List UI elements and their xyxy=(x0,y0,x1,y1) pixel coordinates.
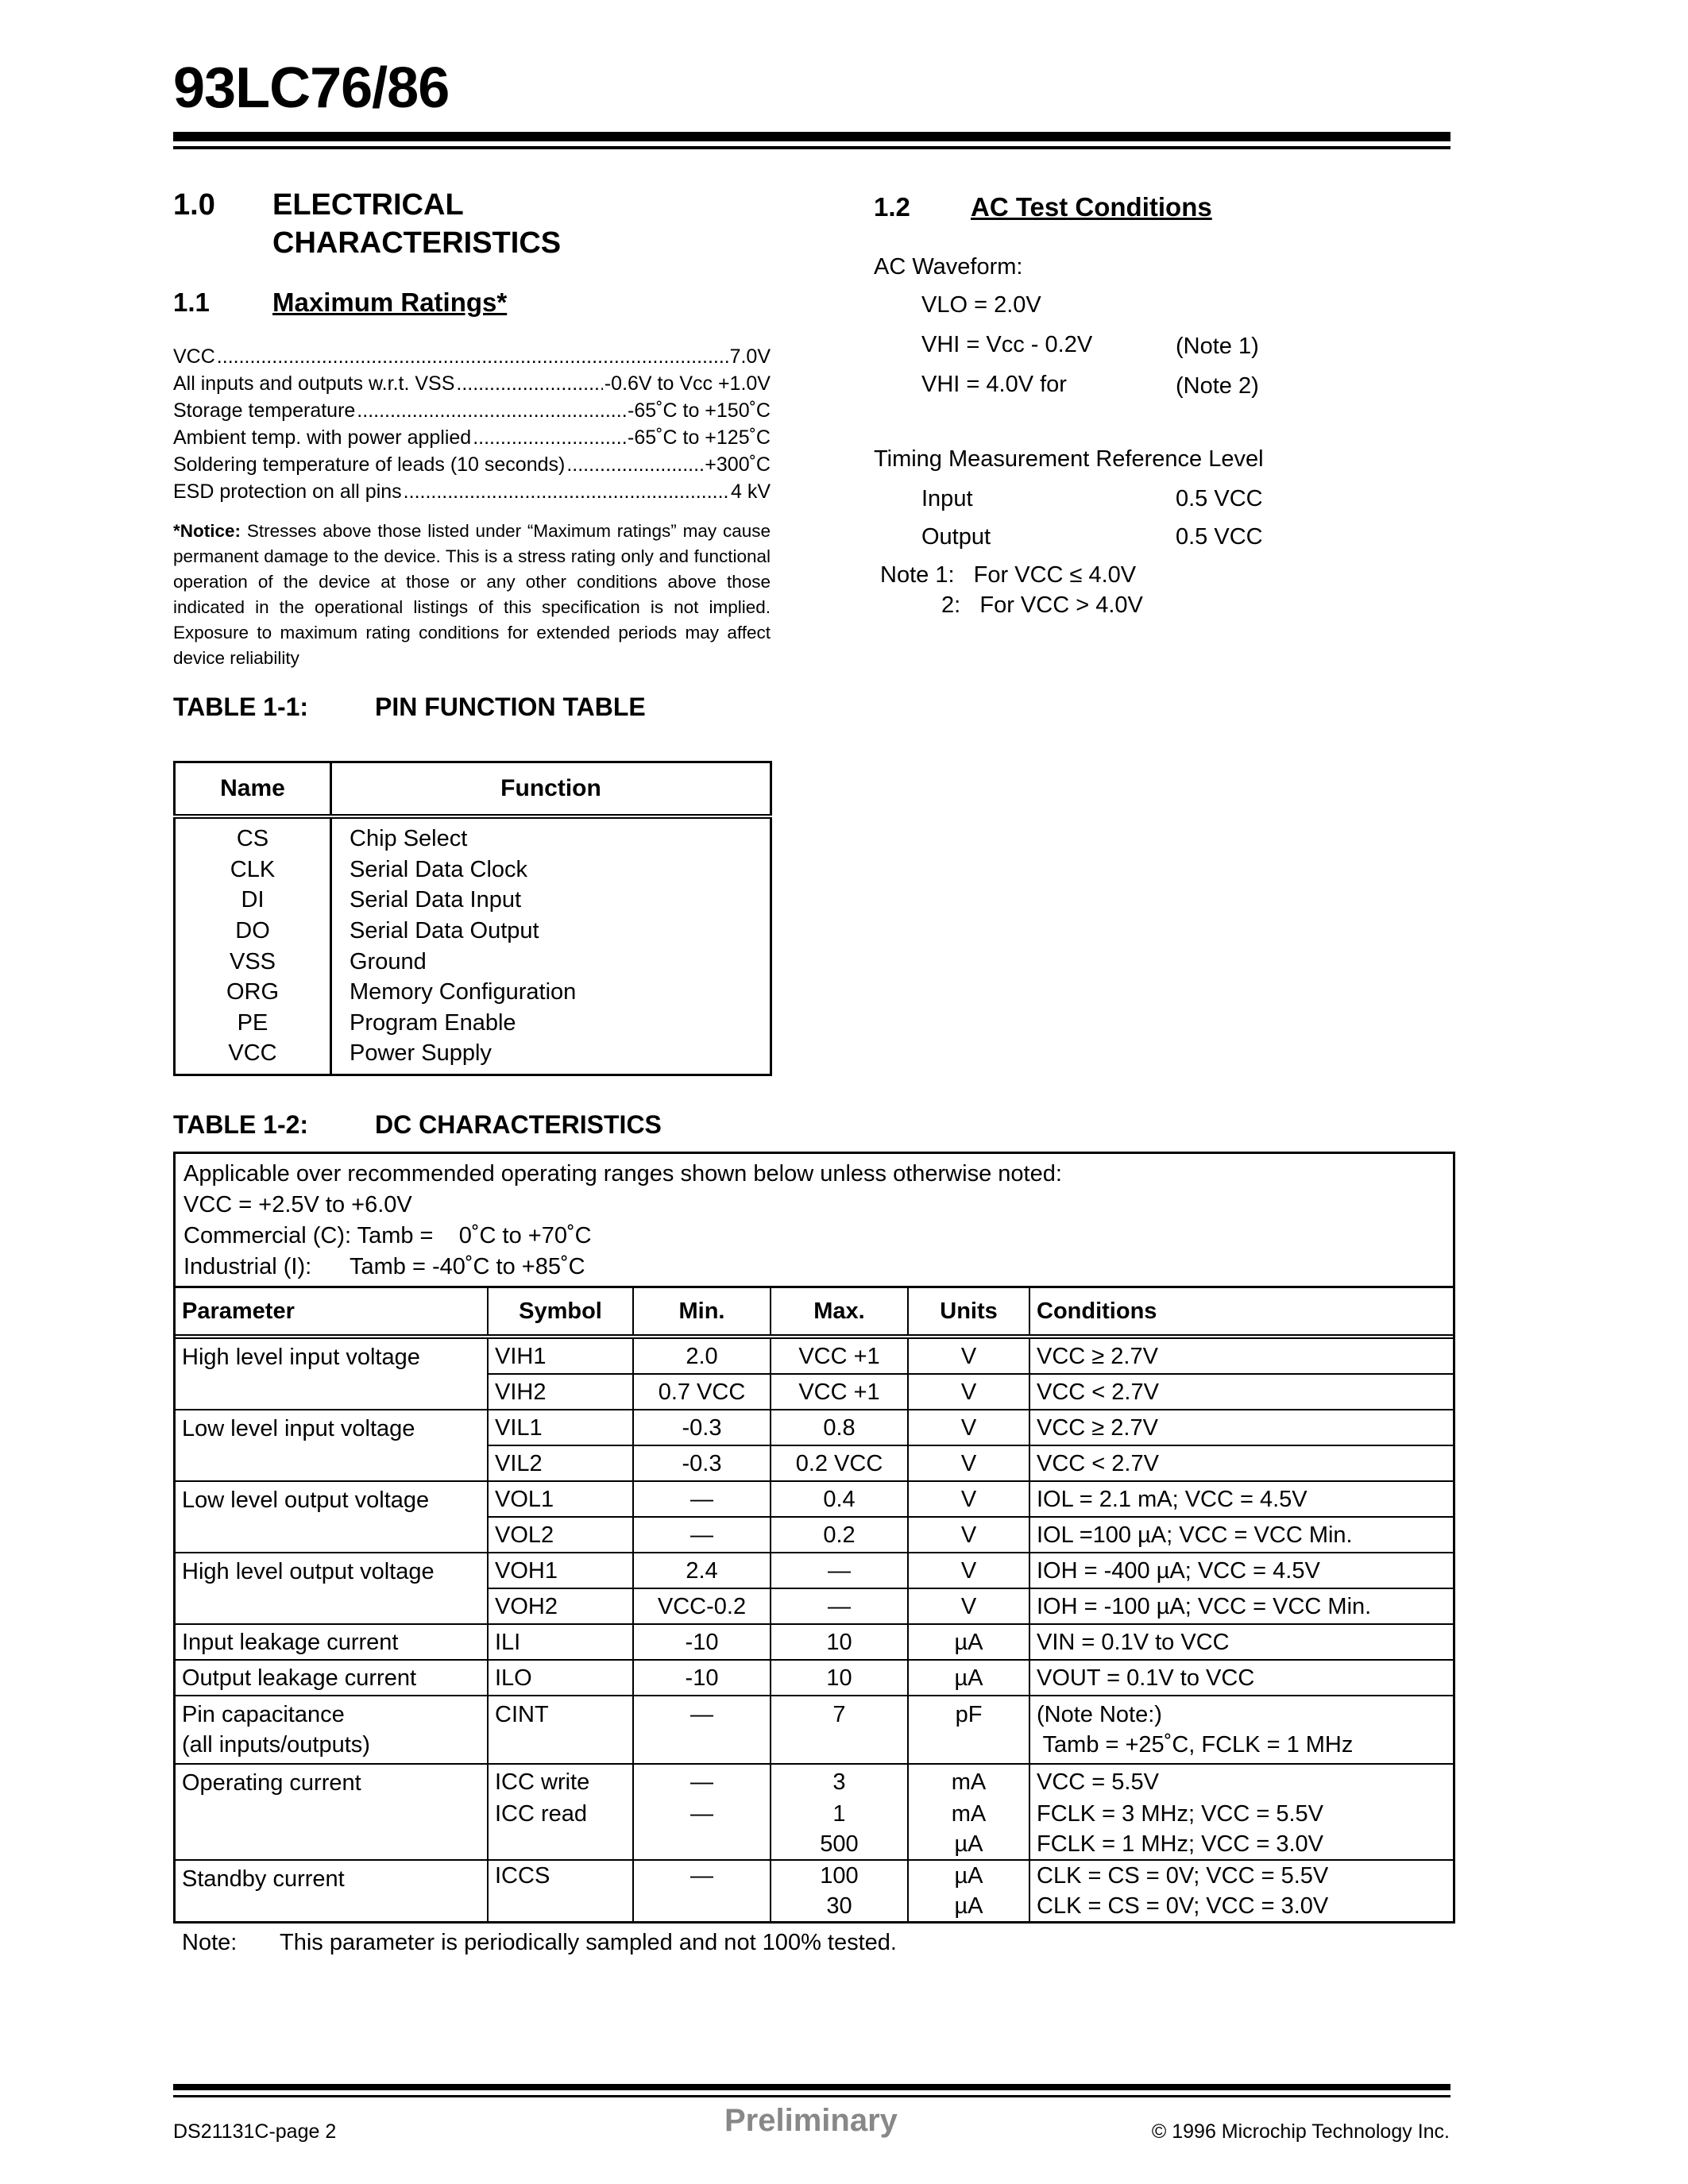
table-row xyxy=(175,977,771,1008)
conditions-cell: VCC = 5.5V xyxy=(1037,1769,1159,1795)
section-1-1-number: 1.1 xyxy=(173,287,210,317)
max-cell: 10 xyxy=(771,1624,908,1660)
header-rule-thin xyxy=(173,146,1450,149)
table-1-1-label: TABLE 1-1: xyxy=(173,693,309,721)
timing-label: Timing Measurement Reference Level xyxy=(874,446,1264,472)
symbol-cell: VIH2 xyxy=(488,1374,633,1410)
min-cell: -0.3 xyxy=(633,1410,771,1445)
leader-dots xyxy=(404,478,729,505)
units-cell xyxy=(908,1860,1029,1921)
rating-label: ESD protection on all pins xyxy=(173,480,402,503)
notice-paragraph xyxy=(173,519,771,671)
min-cell: — xyxy=(633,1696,771,1764)
pin-name: CLK xyxy=(175,855,331,886)
units-cell xyxy=(908,1799,1029,1860)
rating-label: Soldering temperature of leads (10 seconds) xyxy=(173,453,566,476)
max-line: 30 xyxy=(826,1893,852,1919)
section-1-title xyxy=(272,186,561,262)
dc-characteristics-table xyxy=(173,1152,1455,1924)
notice-text: Stresses above those listed under “Maximum ratings” may cause permanent damage to the device. This is a stress rating only and functional operation of the device at those or any other conditions above those indicated in the operational listings of this specification is not implied. Exposure to maximum rating conditions for extended periods may affect device reliability xyxy=(173,521,771,668)
units-cell: µA xyxy=(908,1624,1029,1660)
section-1-2-title-text: AC Test Conditions xyxy=(971,192,1212,222)
max-cell xyxy=(771,1860,908,1921)
input-label: Input xyxy=(921,486,973,511)
dc-table-body xyxy=(176,1288,1453,1921)
footer-page-number: DS21131C-page 2 xyxy=(173,2120,337,2143)
parameter-cell: Standby current xyxy=(176,1860,488,1921)
parameter-cell: Input leakage current xyxy=(176,1624,488,1660)
section-1-2-title xyxy=(971,192,1212,222)
section-1-1-title-text: Maximum Ratings* xyxy=(272,287,508,317)
max-line: 100 xyxy=(820,1863,859,1889)
rating-value: -65˚C to +125˚C xyxy=(628,426,771,449)
table-row xyxy=(175,946,771,977)
rating-value: +300˚C xyxy=(705,453,771,476)
table-row xyxy=(176,1337,1453,1374)
symbol-cell: ICC write xyxy=(488,1764,633,1799)
pin-name: VSS xyxy=(175,946,331,977)
condition-line: Industrial (I): Tamb = -40˚C to +85˚C xyxy=(183,1254,585,1279)
header-rule-thick xyxy=(173,132,1450,141)
symbol-cell: ILI xyxy=(488,1624,633,1660)
pin-function-table xyxy=(173,761,772,1076)
pin-function: Program Enable xyxy=(350,1009,516,1036)
min-cell: — xyxy=(633,1481,771,1517)
symbol-cell: VIH1 xyxy=(488,1337,633,1374)
table-header-row xyxy=(176,1288,1453,1337)
pin-name: ORG xyxy=(175,977,331,1008)
footer-rule-thin xyxy=(173,2095,1450,2097)
rating-row-soldering xyxy=(173,451,771,478)
table-1-1-title: PIN FUNCTION TABLE xyxy=(375,693,646,721)
pin-name: PE xyxy=(175,1008,331,1039)
conditions-line: CLK = CS = 0V; VCC = 5.5V xyxy=(1037,1863,1329,1889)
table-row xyxy=(176,1410,1453,1445)
condition-line: VCC = +2.5V to +6.0V xyxy=(183,1192,412,1217)
symbol-cell: ICCS xyxy=(488,1860,633,1921)
conditions-cell: VCC ≥ 2.7V xyxy=(1029,1410,1453,1445)
conditions-cell xyxy=(1029,1860,1453,1921)
min-cell: -10 xyxy=(633,1624,771,1660)
max-cell: 0.2 VCC xyxy=(771,1445,908,1481)
max-line: 1 xyxy=(832,1801,846,1827)
rating-value: -65˚C to +150˚C xyxy=(628,399,771,422)
table-note-label: Note: xyxy=(182,1930,238,1955)
footer-status: Preliminary xyxy=(724,2103,898,2138)
table-row xyxy=(176,1696,1453,1764)
min-cell: VCC-0.2 xyxy=(633,1588,771,1624)
rating-label: All inputs and outputs w.r.t. VSS xyxy=(173,372,455,395)
vhi1-note: (Note 1) xyxy=(1176,334,1259,359)
pin-name: CS xyxy=(175,816,331,855)
max-cell: 10 xyxy=(771,1660,908,1696)
units-cell: mA xyxy=(908,1764,1029,1799)
table-row xyxy=(176,1860,1453,1921)
symbol-cell: VOH1 xyxy=(488,1553,633,1588)
parameter-line: Pin capacitance xyxy=(182,1702,345,1727)
rating-value: -0.6V to Vcc +1.0V xyxy=(604,372,771,395)
units-cell: µA xyxy=(908,1660,1029,1696)
section-1-title-line1: ELECTRICAL xyxy=(272,188,464,222)
vhi2-note: (Note 2) xyxy=(1176,373,1259,399)
conditions-line: (Note Note:) xyxy=(1037,1702,1162,1727)
section-1-number: 1.0 xyxy=(173,188,215,222)
min-cell: — xyxy=(633,1764,771,1799)
max-cell: 0.8 xyxy=(771,1410,908,1445)
output-value: 0.5 VCC xyxy=(1176,524,1263,550)
min-cell: -0.3 xyxy=(633,1445,771,1481)
parameter-cell: Low level output voltage xyxy=(176,1481,488,1553)
rating-row-inputs xyxy=(173,370,771,397)
column-header-max: Max. xyxy=(771,1288,908,1337)
rating-row-vcc xyxy=(173,343,771,370)
units-cell: V xyxy=(908,1553,1029,1588)
units-line: mA xyxy=(951,1801,987,1827)
conditions-line: FCLK = 3 MHz; VCC = 5.5V xyxy=(1037,1801,1324,1827)
table-note-text: This parameter is periodically sampled and not 100% tested. xyxy=(280,1930,897,1955)
table-row xyxy=(175,885,771,916)
conditions-cell: IOL = 2.1 mA; VCC = 4.5V xyxy=(1029,1481,1453,1517)
units-cell: V xyxy=(908,1337,1029,1374)
notice-label: *Notice: xyxy=(173,521,241,541)
max-cell: 0.2 xyxy=(771,1517,908,1553)
units-cell: V xyxy=(908,1410,1029,1445)
column-header-name: Name xyxy=(175,762,331,817)
conditions-line: CLK = CS = 0V; VCC = 3.0V xyxy=(1037,1893,1329,1919)
section-1-2-number: 1.2 xyxy=(874,192,910,222)
pin-function: Memory Configuration xyxy=(350,979,577,1005)
max-cell: — xyxy=(771,1553,908,1588)
table-row xyxy=(176,1660,1453,1696)
column-header-min: Min. xyxy=(633,1288,771,1337)
conditions-cell xyxy=(1029,1696,1453,1764)
parameter-line: (all inputs/outputs) xyxy=(182,1732,370,1758)
rating-row-storage xyxy=(173,397,771,424)
leader-dots xyxy=(473,424,626,451)
ac-waveform-label: AC Waveform: xyxy=(874,254,1023,280)
max-cell: VCC +1 xyxy=(771,1337,908,1374)
vlo-line: VLO = 2.0V xyxy=(921,292,1041,318)
units-line: µA xyxy=(954,1831,983,1857)
conditions-cell: IOH = -400 µA; VCC = 4.5V xyxy=(1029,1553,1453,1588)
vhi1-line: VHI = Vcc - 0.2V xyxy=(921,332,1093,357)
rating-value: 4 kV xyxy=(730,480,771,503)
min-cell: — xyxy=(633,1517,771,1553)
table-header-row xyxy=(175,762,771,817)
conditions-cell: VOUT = 0.1V to VCC xyxy=(1029,1660,1453,1696)
symbol-cell: VOL1 xyxy=(488,1481,633,1517)
units-line: µA xyxy=(954,1893,983,1919)
rating-label: Storage temperature xyxy=(173,399,356,422)
units-cell: V xyxy=(908,1445,1029,1481)
units-line: µA xyxy=(954,1863,983,1889)
table-row xyxy=(176,1553,1453,1588)
table-row xyxy=(176,1764,1453,1799)
rating-row-esd xyxy=(173,478,771,505)
max-cell: VCC +1 xyxy=(771,1374,908,1410)
input-value: 0.5 VCC xyxy=(1176,486,1263,511)
table-row xyxy=(176,1481,1453,1517)
rating-value: 7.0V xyxy=(729,345,771,368)
column-header-conditions: Conditions xyxy=(1029,1288,1453,1337)
parameter-cell xyxy=(176,1696,488,1764)
conditions-cell: VCC < 2.7V xyxy=(1029,1374,1453,1410)
units-cell: V xyxy=(908,1588,1029,1624)
conditions-line: FCLK = 1 MHz; VCC = 3.0V xyxy=(1037,1831,1324,1857)
table-row xyxy=(175,1008,771,1039)
min-cell: — xyxy=(633,1799,771,1860)
max-cell xyxy=(771,1799,908,1860)
footer-rule-thick xyxy=(173,2084,1450,2090)
rating-row-ambient xyxy=(173,424,771,451)
table-row xyxy=(175,1038,771,1075)
leader-dots xyxy=(566,451,703,478)
symbol-cell: VOL2 xyxy=(488,1517,633,1553)
symbol-cell: VIL2 xyxy=(488,1445,633,1481)
rating-label: Ambient temp. with power applied xyxy=(173,426,472,449)
vhi2-line: VHI = 4.0V for xyxy=(921,372,1067,397)
ac-note-2: 2: For VCC > 4.0V xyxy=(941,592,1143,618)
table-row xyxy=(175,855,771,886)
pin-function: Power Supply xyxy=(350,1040,492,1067)
symbol-cell: CINT xyxy=(488,1696,633,1764)
conditions-cell: VIN = 0.1V to VCC xyxy=(1029,1624,1453,1660)
leader-dots xyxy=(357,397,626,424)
column-header-symbol: Symbol xyxy=(488,1288,633,1337)
parameter-cell: Operating current xyxy=(176,1764,488,1860)
leader-dots xyxy=(217,343,728,370)
ac-note-1: Note 1: For VCC ≤ 4.0V xyxy=(880,562,1137,588)
parameter-cell: High level input voltage xyxy=(176,1337,488,1410)
units-cell: V xyxy=(908,1481,1029,1517)
conditions-cell xyxy=(1029,1799,1453,1860)
min-cell: — xyxy=(633,1860,771,1921)
min-cell: 0.7 VCC xyxy=(633,1374,771,1410)
section-1-1-title xyxy=(272,287,507,318)
pin-function: Serial Data Input xyxy=(350,887,522,913)
max-cell: 7 xyxy=(771,1696,908,1764)
units-cell: V xyxy=(908,1517,1029,1553)
max-cell: 0.4 xyxy=(771,1481,908,1517)
table-row xyxy=(175,816,771,855)
condition-line: Commercial (C): Tamb = 0˚C to +70˚C xyxy=(183,1223,592,1248)
max-line: 500 xyxy=(820,1831,859,1857)
column-header-units: Units xyxy=(908,1288,1029,1337)
parameter-cell: Output leakage current xyxy=(176,1660,488,1696)
max-cell: — xyxy=(771,1588,908,1624)
min-cell: -10 xyxy=(633,1660,771,1696)
conditions-cell: IOH = -100 µA; VCC = VCC Min. xyxy=(1029,1588,1453,1624)
max-cell: 3 xyxy=(771,1764,908,1799)
leader-dots xyxy=(456,370,602,397)
pin-function: Serial Data Clock xyxy=(350,856,528,882)
column-header-function: Function xyxy=(331,762,771,817)
units-cell: pF xyxy=(908,1696,1029,1764)
parameter-cell: Low level input voltage xyxy=(176,1410,488,1481)
pin-name: DI xyxy=(175,885,331,916)
pin-name: VCC xyxy=(175,1038,331,1075)
min-cell: 2.0 xyxy=(633,1337,771,1374)
table-row xyxy=(175,916,771,947)
table-row xyxy=(176,1624,1453,1660)
pin-function: Ground xyxy=(350,948,427,974)
min-cell: 2.4 xyxy=(633,1553,771,1588)
conditions-line: Tamb = +25˚C, FCLK = 1 MHz xyxy=(1037,1732,1354,1758)
symbol-cell: ILO xyxy=(488,1660,633,1696)
symbol-cell: VOH2 xyxy=(488,1588,633,1624)
dc-table-conditions xyxy=(176,1154,1453,1288)
pin-name: DO xyxy=(175,916,331,947)
rating-label: VCC xyxy=(173,345,215,368)
column-header-parameter: Parameter xyxy=(176,1288,488,1337)
symbol-cell: VIL1 xyxy=(488,1410,633,1445)
output-label: Output xyxy=(921,524,991,550)
table-1-2-label: TABLE 1-2: xyxy=(173,1110,309,1139)
conditions-cell: VCC ≥ 2.7V xyxy=(1029,1337,1453,1374)
pin-function: Chip Select xyxy=(350,826,468,852)
pin-function: Serial Data Output xyxy=(350,918,539,944)
condition-line: Applicable over recommended operating ranges shown below unless otherwise noted: xyxy=(183,1161,1062,1187)
table-1-2-title: DC CHARACTERISTICS xyxy=(375,1110,662,1139)
section-1-title-line2: CHARACTERISTICS xyxy=(272,226,562,260)
parameter-cell: High level output voltage xyxy=(176,1553,488,1624)
footer-copyright: © 1996 Microchip Technology Inc. xyxy=(1151,2120,1450,2143)
document-title: 93LC76/86 xyxy=(173,56,450,120)
conditions-cell: VCC < 2.7V xyxy=(1029,1445,1453,1481)
conditions-cell: IOL =100 µA; VCC = VCC Min. xyxy=(1029,1517,1453,1553)
units-cell: V xyxy=(908,1374,1029,1410)
symbol-cell: ICC read xyxy=(488,1799,633,1860)
